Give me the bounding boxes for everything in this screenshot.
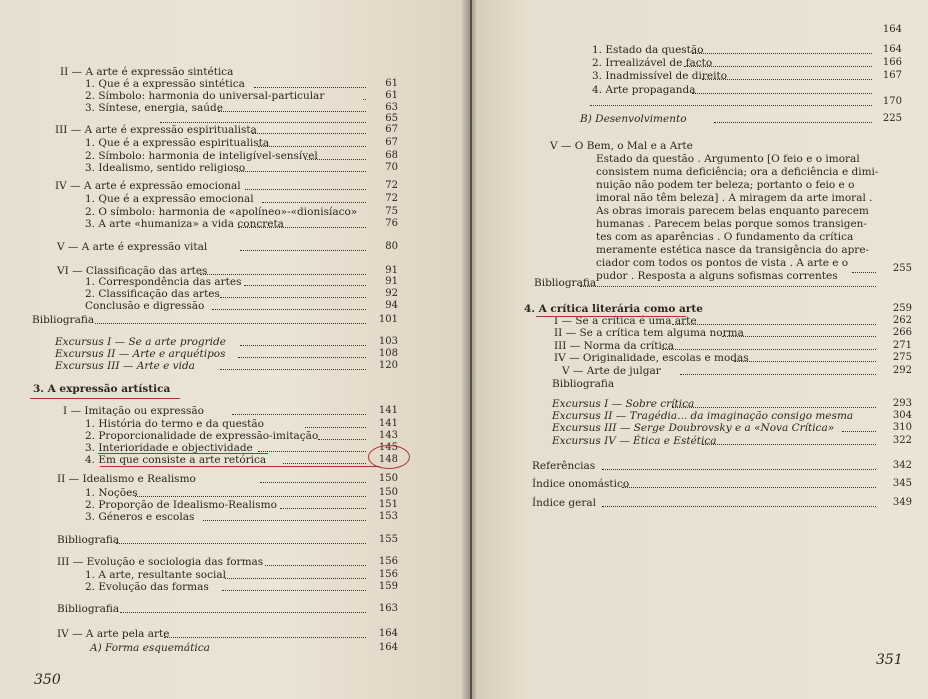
- toc-entry-text: 3. A arte «humaniza» a vida concreta: [85, 218, 284, 230]
- page-number: 63: [385, 102, 398, 113]
- toc-entry-text: 3. Géneros e escolas: [85, 511, 195, 523]
- leader-dots: [116, 542, 366, 544]
- leader-dots: [842, 430, 876, 432]
- page-folio: 350: [34, 672, 61, 688]
- section-v-line: imoral não têm beleza] . A miragem da arte imoral .: [596, 192, 873, 204]
- toc-entry-text: 1. História do termo e da questão: [85, 418, 264, 430]
- section-v-line: As obras imorais parecem belas enquanto parecem: [596, 205, 869, 217]
- toc-entry-text: II — A arte é expressão sintética: [60, 66, 234, 78]
- page-number: 72: [385, 193, 398, 204]
- page-number: 91: [385, 276, 398, 287]
- leader-dots: [222, 589, 366, 591]
- page-number: 67: [385, 137, 398, 148]
- toc-entry-text: 3. Inadmissível de direito: [592, 70, 728, 82]
- page-number: 170: [882, 96, 902, 107]
- leader-dots: [164, 636, 366, 638]
- leader-dots: [218, 110, 366, 112]
- section-v-line: ciador com todos os pontos de vista . A arte e o: [596, 257, 849, 269]
- section-v-line: Estado da questão . Argumento [O feio e o imoral: [596, 153, 860, 165]
- section-v-line: nuição não podem ter beleza; portanto o feio e o: [596, 179, 855, 191]
- page-number: 342: [892, 460, 912, 471]
- page-number: 164: [378, 628, 398, 639]
- leader-dots: [238, 356, 366, 358]
- leader-dots: [203, 519, 366, 521]
- toc-entry-text: A) Forma esquemática: [90, 642, 210, 654]
- page-number: 148: [378, 454, 398, 465]
- toc-entry-text: I — Se a crítica é uma arte: [554, 315, 697, 327]
- page-number: 167: [882, 70, 902, 81]
- page-number: 266: [892, 327, 912, 338]
- toc-entry-text: V — Arte de julgar: [562, 365, 661, 377]
- toc-entry-text: V — A arte é expressão vital: [57, 241, 208, 253]
- page-number: 101: [378, 314, 398, 325]
- toc-entry-text: IV — Originalidade, escolas e modas: [554, 352, 749, 364]
- leader-dots: [240, 249, 366, 251]
- page-number: 75: [385, 206, 398, 217]
- page-number: 153: [378, 511, 398, 522]
- leader-dots: [220, 368, 366, 370]
- leader-dots: [283, 462, 366, 464]
- toc-entry-text: 2. O símbolo: harmonia de «apolíneo»-«dionisíaco»: [85, 206, 358, 218]
- page-number: 293: [892, 398, 912, 409]
- leader-dots: [692, 52, 872, 54]
- leader-dots: [305, 426, 366, 428]
- page-number: 164: [882, 24, 902, 35]
- leader-dots: [680, 373, 876, 375]
- toc-entry-text: 1. A arte, resultante social: [85, 569, 226, 581]
- leader-dots: [260, 481, 366, 483]
- leader-dots: [95, 322, 366, 324]
- right-page: [472, 0, 928, 699]
- page-number: 255: [892, 263, 912, 274]
- toc-entry-text: 1. Noções: [85, 487, 138, 499]
- leader-dots: [262, 201, 366, 203]
- toc-entry-text: Excursus III — Serge Doubrovsky e a «Nova Crítica»: [552, 422, 835, 434]
- toc-entry-text: II — Se a crítica tem alguma norma: [554, 327, 744, 339]
- toc-entry-text: I — Imitação ou expressão: [63, 405, 204, 417]
- page-number: 155: [378, 534, 398, 545]
- leader-dots: [265, 564, 366, 566]
- page-number: 225: [882, 113, 902, 124]
- toc-entry-text: 1. Estado da questão: [592, 44, 704, 56]
- toc-entry-text: III — Evolução e sociologia das formas: [57, 556, 264, 568]
- page-number: 322: [892, 435, 912, 446]
- page-number: 259: [892, 303, 912, 314]
- page-number: 271: [892, 340, 912, 351]
- page-number: 151: [378, 499, 398, 510]
- page-number: 262: [892, 315, 912, 326]
- toc-entry-text: 2. Proporcionalidade de expressão-imitação: [85, 430, 319, 442]
- page-number: 94: [385, 300, 398, 311]
- page-number: 349: [892, 497, 912, 508]
- page-number: 61: [385, 78, 398, 89]
- page-folio: 351: [876, 652, 903, 668]
- leader-dots: [580, 285, 876, 287]
- leader-dots: [254, 86, 366, 88]
- toc-entry-text: 2. Irrealizável de facto: [592, 57, 713, 69]
- page-number: 61: [385, 90, 398, 101]
- red-underline-section: [30, 398, 180, 399]
- toc-entry-text: 4. Em que consiste a arte retórica: [85, 454, 267, 466]
- page-number: 65: [385, 113, 398, 124]
- leader-dots: [702, 443, 876, 445]
- toc-entry-text: 2. Proporção de Idealismo-Realismo: [85, 499, 277, 511]
- red-underline-heading: [536, 316, 686, 317]
- toc-entry-text: B) Desenvolvimento: [580, 113, 687, 125]
- page-number: 164: [882, 44, 902, 55]
- red-underline-entry: [100, 466, 380, 467]
- red-underline-entry-2: [98, 453, 268, 454]
- toc-entry-text: II — Idealismo e Realismo: [57, 473, 196, 485]
- page-number: 72: [385, 180, 398, 191]
- leader-dots: [220, 296, 366, 298]
- section-v-line: meramente estética nasce da transigência do apre-: [596, 244, 870, 256]
- page-number: 141: [378, 418, 398, 429]
- page-number: 70: [385, 162, 398, 173]
- leader-dots: [225, 577, 366, 579]
- leader-dots: [135, 495, 366, 497]
- page-number: 91: [385, 265, 398, 276]
- page-number: 145: [378, 442, 398, 453]
- toc-entry-text: 2. Classificação das artes: [85, 288, 220, 300]
- page-number: 92: [385, 288, 398, 299]
- leader-dots: [702, 78, 872, 80]
- toc-entry-text: IV — A arte pela arte: [57, 628, 170, 640]
- toc-entry-text: 3. Síntese, energia, saúde: [85, 102, 223, 114]
- book-gutter: [462, 0, 476, 699]
- leader-dots: [258, 145, 366, 147]
- toc-entry-text: 1. Que é a expressão sintética: [85, 78, 245, 90]
- page-number: 141: [378, 405, 398, 416]
- toc-entry-text: 3. A expressão artística: [33, 383, 171, 395]
- leader-dots: [622, 486, 876, 488]
- toc-entry-text: VI — Classificação das artes: [57, 265, 208, 277]
- toc-entry-text: III — A arte é expressão espiritualista: [55, 124, 257, 136]
- leader-dots: [672, 406, 876, 408]
- toc-entry-text: Bibliografia: [552, 378, 615, 390]
- leader-dots: [305, 158, 366, 160]
- page-number: 156: [378, 569, 398, 580]
- page-number: 143: [378, 430, 398, 441]
- toc-entry-text: Excursus III — Arte e vida: [55, 360, 195, 372]
- toc-entry-text: Excursus I — Sobre crítica: [552, 398, 695, 410]
- leader-dots: [363, 98, 366, 100]
- page-number: 163: [378, 603, 398, 614]
- page-number: 67: [385, 124, 398, 135]
- leader-dots: [258, 450, 366, 452]
- section-v-line: pudor . Resposta a alguns sofismas correntes: [596, 270, 838, 282]
- leader-dots: [852, 271, 876, 273]
- leader-dots: [160, 121, 366, 123]
- toc-entry-text: 2. Símbolo: harmonia do universal-particular: [85, 90, 325, 102]
- toc-entry-text: IV — A arte é expressão emocional: [55, 180, 241, 192]
- leader-dots: [714, 121, 872, 123]
- red-circle-page-number: [368, 445, 410, 469]
- toc-entry-text: 4. Arte propaganda: [592, 84, 696, 96]
- leader-dots: [692, 92, 872, 94]
- page-number: 275: [892, 352, 912, 363]
- section-v-line: consistem numa deficiência; ora a deficiência e dimi-: [596, 166, 879, 178]
- toc-entry-text: Índice onomástico: [532, 478, 630, 490]
- leader-dots: [602, 505, 876, 507]
- page-number: 292: [892, 365, 912, 376]
- page-number: 156: [378, 556, 398, 567]
- page-number: 103: [378, 336, 398, 347]
- page-number: 68: [385, 150, 398, 161]
- toc-entry-text: Bibliografia: [32, 314, 95, 326]
- page-number: 108: [378, 348, 398, 359]
- toc-entry-text: Excursus II — Tragédia... da imaginação consigo mesma: [552, 410, 854, 422]
- leader-dots: [734, 360, 876, 362]
- leader-dots: [120, 611, 366, 613]
- page-number: 120: [378, 360, 398, 371]
- toc-entry-text: 1. Correspondência das artes: [85, 276, 242, 288]
- leader-dots: [684, 65, 872, 67]
- leader-dots: [722, 335, 876, 337]
- toc-entry-text: Bibliografia: [57, 603, 120, 615]
- toc-entry-text: Conclusão e digressão: [85, 300, 205, 312]
- toc-entry-text: Índice geral: [532, 497, 596, 509]
- page-number: 159: [378, 581, 398, 592]
- leader-dots: [238, 226, 366, 228]
- page-number: 166: [882, 57, 902, 68]
- leader-dots: [280, 507, 366, 509]
- leader-dots: [232, 413, 366, 415]
- toc-entry-text: 1. Que é a expressão emocional: [85, 193, 254, 205]
- toc-entry-text: 4. A crítica literária como arte: [524, 303, 703, 315]
- leader-dots: [237, 170, 366, 172]
- leader-dots: [252, 132, 366, 134]
- leader-dots: [590, 104, 872, 106]
- toc-entry-text: 1. Que é a expressão espiritualista: [85, 137, 270, 149]
- leader-dots: [318, 438, 366, 440]
- toc-entry-text: Excursus I — Se a arte progride: [55, 336, 226, 348]
- section-v-line: humanas . Parecem belas porque somos transigen-: [596, 218, 867, 230]
- leader-dots: [244, 284, 366, 286]
- leader-dots: [240, 344, 366, 346]
- section-v-line: tes com as aparências . O fundamento da crítica: [596, 231, 854, 243]
- toc-entry-text: Excursus II — Arte e arquétipos: [55, 348, 226, 360]
- leader-dots: [245, 188, 366, 190]
- toc-entry-text: Referências: [532, 460, 596, 472]
- page-number: 150: [378, 487, 398, 498]
- section-v-line: V — O Bem, o Mal e a Arte: [550, 140, 693, 152]
- toc-entry-text: Bibliografia: [534, 277, 597, 289]
- toc-entry-text: Bibliografia: [57, 534, 120, 546]
- page-number: 150: [378, 473, 398, 484]
- leader-dots: [200, 273, 366, 275]
- page-number: 164: [378, 642, 398, 653]
- page-number: 76: [385, 218, 398, 229]
- toc-entry-text: Excursus IV — Ética e Estética: [552, 435, 717, 447]
- leader-dots: [672, 323, 876, 325]
- leader-dots: [662, 348, 876, 350]
- toc-entry-text: 2. Evolução das formas: [85, 581, 209, 593]
- page-number: 310: [892, 422, 912, 433]
- leader-dots: [602, 468, 876, 470]
- page-number: 80: [385, 241, 398, 252]
- toc-entry-text: 3. Idealismo, sentido religioso: [85, 162, 246, 174]
- leader-dots: [212, 308, 366, 310]
- toc-entry-text: 3. Interioridade e objectividade: [85, 442, 253, 454]
- page-number: 304: [892, 410, 912, 421]
- page-number: 345: [892, 478, 912, 489]
- toc-entry-text: III — Norma da crítica: [554, 340, 674, 352]
- toc-entry-text: 2. Símbolo: harmonia de inteligível-sensível: [85, 150, 318, 162]
